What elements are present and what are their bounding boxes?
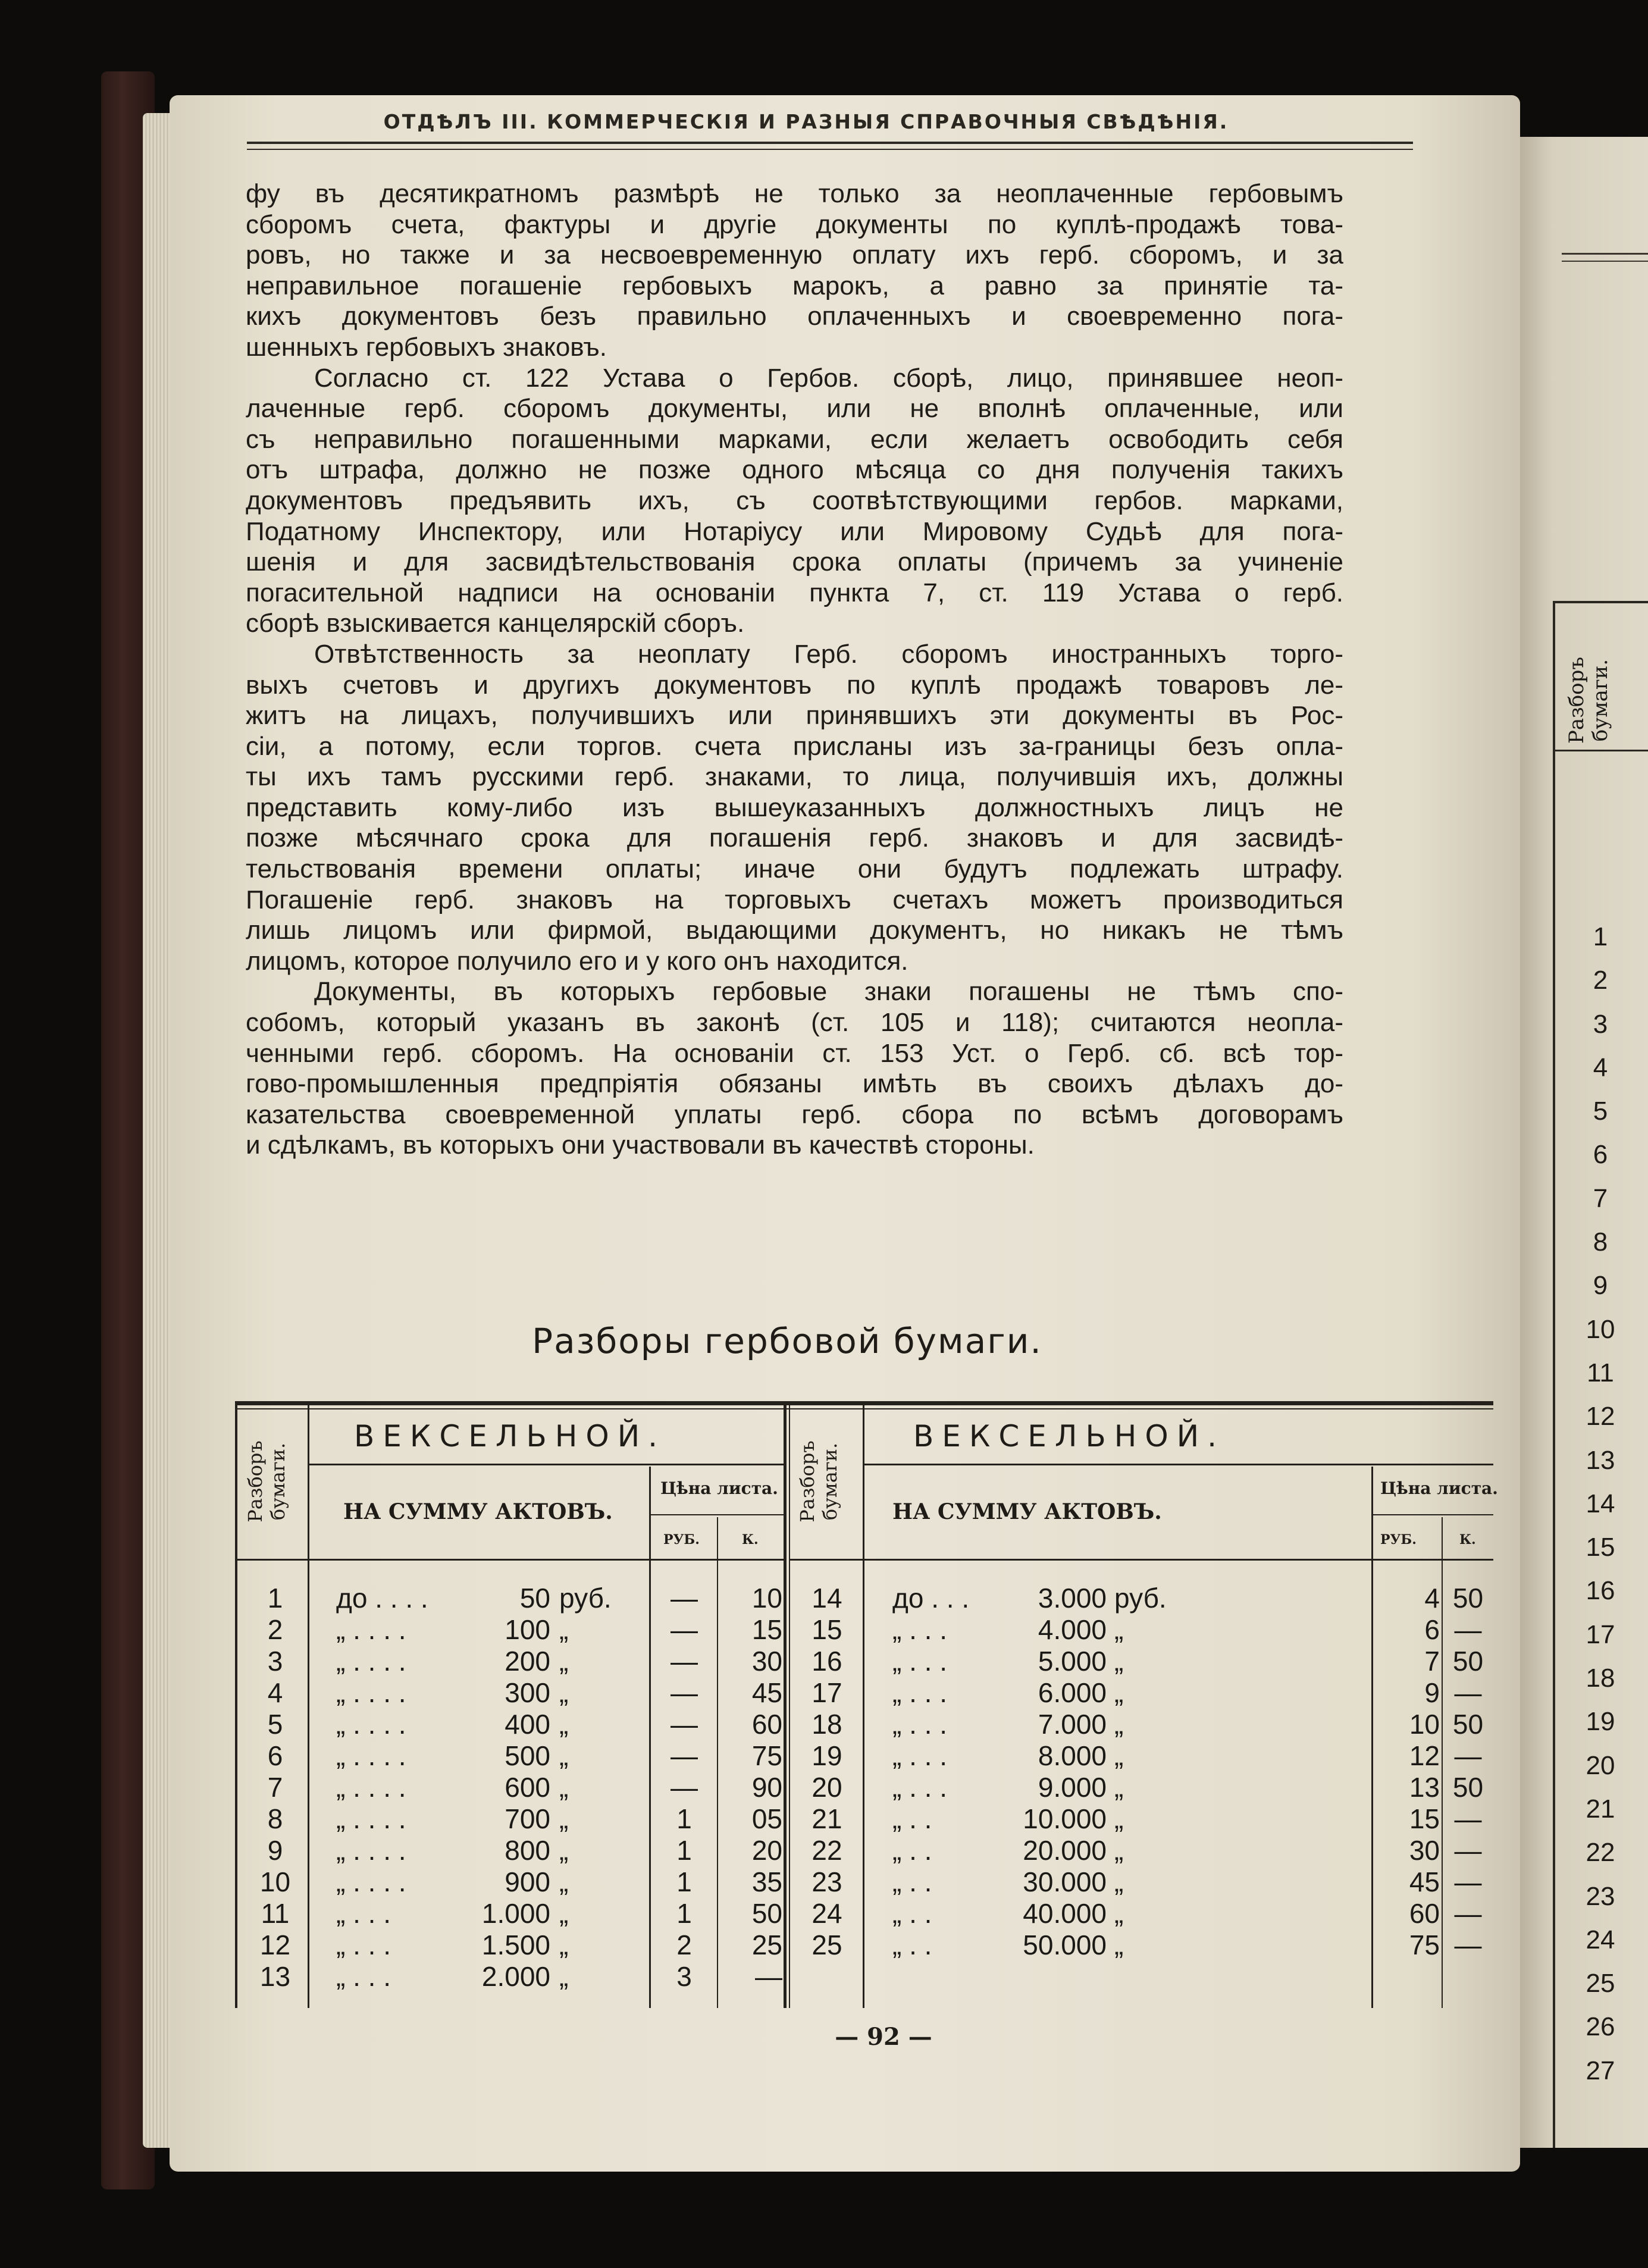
price-rub: 45 [1409,1866,1440,1897]
price-rub: 1 [676,1835,692,1866]
amount-prefix: „ . . . [892,1772,947,1803]
amount-value: 2.000 [481,1961,550,1992]
facing-grade-line2: бумаги. [1589,659,1612,742]
price-rub: — [671,1646,698,1677]
text-line: выхъ счетовъ и другихъ документовъ по куплѣ продажѣ товаровъ ле- [246,670,1343,700]
grade-number: 4 [267,1677,283,1708]
price-rub: 7 [1424,1646,1440,1677]
facing-number: 5 [1593,1097,1608,1126]
price-rub: — [671,1740,698,1771]
text-line: отъ штрафа, должно не позже одного мѣсяца со дня полученія такихъ [246,455,1343,485]
amount-unit: „ [559,1677,569,1708]
paragraph-4 [246,976,1343,1161]
amount-unit: руб. [1114,1583,1167,1614]
amount-prefix: „ . . . [892,1614,947,1645]
amount-unit: „ [1114,1709,1124,1740]
amount-value: 1.000 [481,1898,550,1929]
amount-value: 200 [505,1646,550,1677]
price-kop: 50 [1452,1772,1484,1803]
text-line: шенія и для засвидѣтельствованія срока оплаты (причемъ за учиненіе [246,547,1343,577]
price-kop: 05 [751,1803,782,1834]
facing-number: 16 [1586,1576,1615,1606]
grade-number: 21 [812,1803,842,1834]
price-header-right: Цѣна листа. [1380,1478,1498,1498]
facing-number: 4 [1593,1052,1608,1082]
facing-number: 2 [1593,966,1608,995]
price-rub: 3 [676,1961,692,1992]
facing-number: 6 [1593,1140,1608,1170]
table-row [235,1740,1493,1772]
text-line: Отвѣтственность за неоплату Герб. сборомъ иностранныхъ торго- [314,639,1343,669]
amount-unit: „ [1114,1835,1124,1866]
amount-value: 6.000 [1038,1677,1107,1708]
grade-number: 17 [812,1677,842,1708]
price-kop: — [1454,1614,1482,1645]
price-kop: 45 [751,1677,782,1708]
amount-prefix: „ . . . . [336,1709,406,1740]
amount-prefix: „ . . . [892,1677,947,1708]
text-line: лицомъ, которое получило его и у кого онъ находится. [246,946,908,976]
grade-number: 1 [267,1583,283,1614]
facing-number: 18 [1586,1664,1615,1693]
grade-number: 16 [812,1646,842,1677]
amount-unit: „ [559,1740,569,1771]
amount-unit: „ [1114,1929,1124,1960]
text-line: ты ихъ тамъ русскими герб. знаками, то лица, получившія ихъ, должны [246,762,1343,792]
facing-number: 26 [1586,2012,1615,2042]
price-rub: 15 [1409,1803,1440,1834]
stamp-paper-table [235,1401,1498,2008]
group-header-left: ВЕКСЕЛЬНОЙ. [354,1419,666,1453]
grade-number: 7 [267,1772,283,1803]
table-row [235,1898,1493,1929]
price-kop: 50 [1452,1583,1484,1614]
facing-number: 17 [1586,1619,1615,1649]
facing-number: 10 [1586,1314,1615,1344]
grade-header-line2: бумаги. [819,1442,841,1521]
rub-header-left: РУБ. [663,1532,700,1547]
running-head: ОТДѢЛЪ III. КОММЕРЧЕСКІЯ И РАЗНЫЯ СПРАВОЧНЫЯ СВѢДѢНІЯ. [383,110,1229,133]
price-rub: 1 [676,1898,692,1929]
facing-number: 3 [1593,1009,1608,1039]
amount-value: 800 [505,1835,550,1866]
amount-prefix: „ . . [892,1835,932,1866]
facing-number: 19 [1586,1707,1615,1737]
header-bottom-rule [790,1559,1493,1561]
amount-prefix: до . . . [892,1583,970,1614]
table-row [235,1677,1493,1709]
price-rub: — [671,1583,698,1614]
amount-value: 20.000 [1023,1835,1107,1866]
text-line: Погашеніе герб. знаковъ на торговыхъ счетахъ можетъ производиться [246,885,1343,914]
price-kop: — [1454,1929,1482,1960]
facing-header-rule [1553,750,1648,751]
grade-number: 19 [812,1740,842,1771]
grade-number: 2 [267,1614,283,1645]
facing-number: 13 [1586,1445,1615,1475]
facing-number: 27 [1586,2056,1615,2085]
facing-number: 23 [1586,1881,1615,1911]
header-bottom-rule [235,1559,785,1561]
amount-prefix: „ . . . . [336,1646,406,1677]
amount-unit: „ [559,1646,569,1677]
amount-value: 1.500 [481,1929,550,1960]
table-row [235,1866,1493,1898]
text-line: ровъ, но также и за несвоевременную оплату ихъ герб. сборомъ, и за [246,240,1343,270]
price-kop: 50 [1452,1709,1484,1740]
table-row [235,1835,1493,1866]
facing-number: 14 [1586,1489,1615,1518]
amount-unit: „ [1114,1614,1124,1645]
facing-grade-numbers [1577,922,1624,2100]
text-line: Согласно ст. 122 Устава о Гербов. сборѣ, лицо, принявшее неоп- [314,363,1343,393]
price-rub: — [671,1677,698,1708]
table-row [235,1772,1493,1803]
grade-number: 23 [812,1866,842,1897]
amount-unit: „ [1114,1898,1124,1929]
grade-number: 18 [812,1709,842,1740]
group-header-right: ВЕКСЕЛЬНОЙ. [913,1419,1226,1453]
price-kop: 90 [751,1772,782,1803]
amount-prefix: „ . . . [892,1709,947,1740]
amount-prefix: „ . . . [336,1898,391,1929]
amount-prefix: „ . . . . [336,1866,406,1897]
text-line: съ неправильно погашенными марками, если желаетъ освободить себя [246,424,1343,454]
facing-number: 20 [1586,1750,1615,1780]
amount-unit: „ [559,1614,569,1645]
amount-prefix: „ . . . . [336,1740,406,1771]
amount-value: 4.000 [1038,1614,1107,1645]
text-line: документовъ предъявить ихъ, съ соотвѣтствующими гербов. марками, [246,485,1343,515]
amount-value: 7.000 [1038,1709,1107,1740]
amount-prefix: „ . . . [336,1929,391,1960]
facing-number: 22 [1586,1838,1615,1868]
text-line: сборѣ взыскивается канцелярскій сборъ. [246,609,745,638]
amount-unit: „ [559,1866,569,1897]
table-rows [235,1583,1493,1993]
amount-prefix: „ . . [892,1929,932,1960]
amount-value: 400 [505,1709,550,1740]
grade-number: 9 [267,1835,283,1866]
text-line: и сдѣлкамъ, въ которыхъ они участвовали въ качествѣ стороны. [246,1130,1035,1160]
amount-prefix: „ . . . . [336,1614,406,1645]
grade-number: 8 [267,1803,283,1834]
amount-prefix: „ . . . . [336,1677,406,1708]
grade-number: 14 [812,1583,842,1614]
price-kop: — [1454,1677,1482,1708]
amount-prefix: „ . . . . [336,1803,406,1834]
text-line: кихъ документовъ безъ правильно оплаченныхъ и своевременно пога- [246,302,1343,331]
amount-value: 5.000 [1038,1646,1107,1677]
amount-value: 100 [505,1614,550,1645]
price-rub: 1 [676,1803,692,1834]
grade-number: 10 [259,1866,291,1897]
price-rub: 9 [1424,1677,1440,1708]
kop-header-right: К. [1459,1532,1476,1547]
header-rule-thin [247,149,1413,150]
amount-value: 700 [505,1803,550,1834]
grade-number: 20 [812,1772,842,1803]
amount-value: 300 [505,1677,550,1708]
text-line: гово-промышленныя предпріятія обязаны имѣть въ своихъ дѣлахъ до- [246,1069,1343,1099]
rub-header-right: РУБ. [1380,1532,1417,1547]
amount-prefix: „ . . [892,1866,932,1897]
amount-prefix: „ . . [892,1898,932,1929]
price-rub: 4 [1424,1583,1440,1614]
table-row [235,1583,1493,1614]
text-line: лишь лицомъ или фирмой, выдающими документъ, но никакъ не тѣмъ [246,916,1343,945]
facing-number: 7 [1593,1183,1608,1213]
grade-number: 22 [812,1835,842,1866]
price-rub: — [671,1709,698,1740]
amount-unit: „ [1114,1740,1124,1771]
group-underline [309,1464,785,1465]
text-line: собомъ, который указанъ въ законѣ (ст. 105 и 118); считаются неопла- [246,1008,1343,1038]
facing-number: 11 [1587,1358,1614,1387]
price-underline [651,1514,785,1515]
table-row [235,1803,1493,1835]
price-rub: 2 [676,1929,692,1960]
price-kop: 60 [751,1709,782,1740]
grade-number: 11 [261,1898,290,1929]
amount-value: 600 [505,1772,550,1803]
text-line: позже мѣсячнаго срока для погашенія герб. знаковъ и для засвидѣ- [246,823,1343,853]
grade-number: 3 [267,1646,283,1677]
grade-number: 6 [267,1740,283,1771]
table-row [235,1646,1493,1677]
price-kop: 75 [751,1740,782,1771]
amount-prefix: „ . . . [892,1740,947,1771]
facing-grade-header [1565,657,1612,744]
amount-unit: „ [1114,1866,1124,1897]
price-rub: 10 [1409,1709,1440,1740]
amount-value: 50.000 [1023,1929,1107,1960]
price-kop: — [755,1961,782,1992]
price-kop: 25 [751,1929,782,1960]
price-rub: — [671,1772,698,1803]
amount-unit: „ [1114,1646,1124,1677]
facing-number: 9 [1593,1271,1608,1301]
header-rule [247,142,1413,144]
grade-header [796,1416,841,1547]
text-line: шенныхъ гербовыхъ знаковъ. [246,332,607,362]
grade-number: 24 [812,1898,842,1929]
amount-unit: „ [559,1961,569,1992]
amount-unit: „ [559,1803,569,1834]
table-title: Разборы гербовой бумаги. [532,1321,1042,1361]
amount-value: 50 [519,1583,550,1614]
facing-page [1520,137,1648,2148]
price-rub: 60 [1409,1898,1440,1929]
text-line: Документы, въ которыхъ гербовые знаки погашены не тѣмъ спо- [314,977,1343,1007]
price-kop: — [1454,1835,1482,1866]
price-rub: 13 [1409,1772,1440,1803]
facing-number: 15 [1586,1533,1615,1562]
grade-header-line2: бумаги. [267,1442,289,1521]
amount-unit: „ [559,1709,569,1740]
amount-prefix: „ . . . . [336,1835,406,1866]
kop-header-left: К. [742,1532,759,1547]
facing-header-rule [1562,253,1648,255]
sum-header-right: НА СУММУ АКТОВЪ. [892,1499,1162,1524]
price-kop: — [1454,1898,1482,1929]
price-rub: 30 [1409,1835,1440,1866]
amount-prefix: до . . . . [336,1583,428,1614]
amount-value: 30.000 [1023,1866,1107,1897]
text-line: сборомъ счета, фактуры и другіе документы по куплѣ-продажѣ това- [246,209,1343,239]
group-underline [864,1464,1493,1465]
paragraph-1 [246,178,1343,363]
facing-header-rule-thin [1562,261,1648,262]
amount-unit: „ [1114,1772,1124,1803]
facing-number: 24 [1586,1925,1615,1954]
paragraph-3 [246,639,1343,977]
amount-prefix: „ . . . [892,1646,947,1677]
amount-unit: „ [1114,1803,1124,1834]
facing-grade-line1: Разборъ [1565,656,1589,744]
price-rub: 1 [676,1866,692,1897]
table-row [235,1961,1493,1993]
facing-number: 21 [1586,1794,1615,1824]
amount-unit: „ [559,1835,569,1866]
amount-value: 3.000 [1038,1583,1107,1614]
body-text [246,178,1343,1161]
text-line: погасительной надписи на основаніи пункта 7, ст. 119 Устава о герб. [246,578,1343,607]
amount-value: 900 [505,1866,550,1897]
price-kop: — [1454,1803,1482,1834]
facing-number: 12 [1586,1402,1615,1431]
text-line: ченными герб. сборомъ. На основаніи ст. 153 Уст. о Герб. сб. всѣ тор- [246,1038,1343,1068]
page-number: — 92 — [835,2023,932,2051]
amount-value: 8.000 [1038,1740,1107,1771]
grade-number: 12 [259,1929,291,1960]
facing-number: 1 [1593,922,1608,951]
grade-header-line1: Разборъ [244,1440,267,1523]
text-line: лаченные герб. сборомъ документы, или не вполнѣ оплаченные, или [246,394,1343,424]
amount-unit: руб. [559,1583,612,1614]
book-page [170,95,1520,2172]
table-row [235,1929,1493,1961]
price-kop: 50 [1452,1646,1484,1677]
text-line: сіи, а потому, если торгов. счета присланы изъ за-границы безъ опла- [246,731,1343,761]
price-rub: 6 [1424,1614,1440,1645]
grade-number: 13 [259,1961,291,1992]
amount-unit: „ [559,1772,569,1803]
table-row [235,1614,1493,1646]
price-kop: 35 [751,1866,782,1897]
price-kop: 30 [751,1646,782,1677]
price-kop: 10 [751,1583,782,1614]
text-line: неправильное погашеніе гербовыхъ марокъ, а равно за принятіе та- [246,271,1343,300]
amount-value: 500 [505,1740,550,1771]
text-line: представить кому-либо изъ вышеуказанныхъ должностныхъ лицъ не [246,792,1343,822]
price-kop: — [1454,1866,1482,1897]
text-line: тельствованія времени оплаты; иначе они будутъ подлежать штрафу. [246,854,1343,884]
price-kop: 50 [751,1898,782,1929]
text-line: житъ на лицахъ, получившихъ или принявшихъ эти документы въ Рос- [246,701,1343,731]
price-kop: 15 [751,1614,782,1645]
amount-value: 10.000 [1023,1803,1107,1834]
table-row [235,1709,1493,1740]
sum-header-left: НА СУММУ АКТОВЪ. [343,1499,613,1524]
grade-number: 15 [812,1614,842,1645]
amount-prefix: „ . . [892,1803,932,1834]
paragraph-2 [246,363,1343,639]
amount-unit: „ [1114,1677,1124,1708]
grade-header-line1: Разборъ [796,1440,819,1523]
price-rub: 12 [1409,1740,1440,1771]
grade-number: 25 [812,1929,842,1960]
facing-number: 8 [1593,1227,1608,1257]
price-kop: — [1454,1740,1482,1771]
price-underline [1373,1514,1493,1515]
price-rub: — [671,1614,698,1645]
text-line: казательства своевременной уплаты герб. сбора по всѣмъ договорамъ [246,1099,1343,1129]
text-line: Податному Инспектору, или Нотаріусу или Мировому Судьѣ для пога- [246,516,1343,546]
amount-value: 9.000 [1038,1772,1107,1803]
price-rub: 75 [1409,1929,1440,1960]
amount-unit: „ [559,1929,569,1960]
text-line: фу въ десятикратномъ размѣрѣ не только за неоплаченные гербовымъ [246,179,1343,208]
price-kop: 20 [751,1835,782,1866]
price-header-left: Цѣна листа. [660,1478,778,1498]
amount-value: 40.000 [1023,1898,1107,1929]
amount-prefix: „ . . . [336,1961,391,1992]
amount-prefix: „ . . . . [336,1772,406,1803]
grade-header [244,1416,289,1547]
facing-number: 25 [1586,1969,1615,1998]
amount-unit: „ [559,1898,569,1929]
grade-number: 5 [267,1709,283,1740]
